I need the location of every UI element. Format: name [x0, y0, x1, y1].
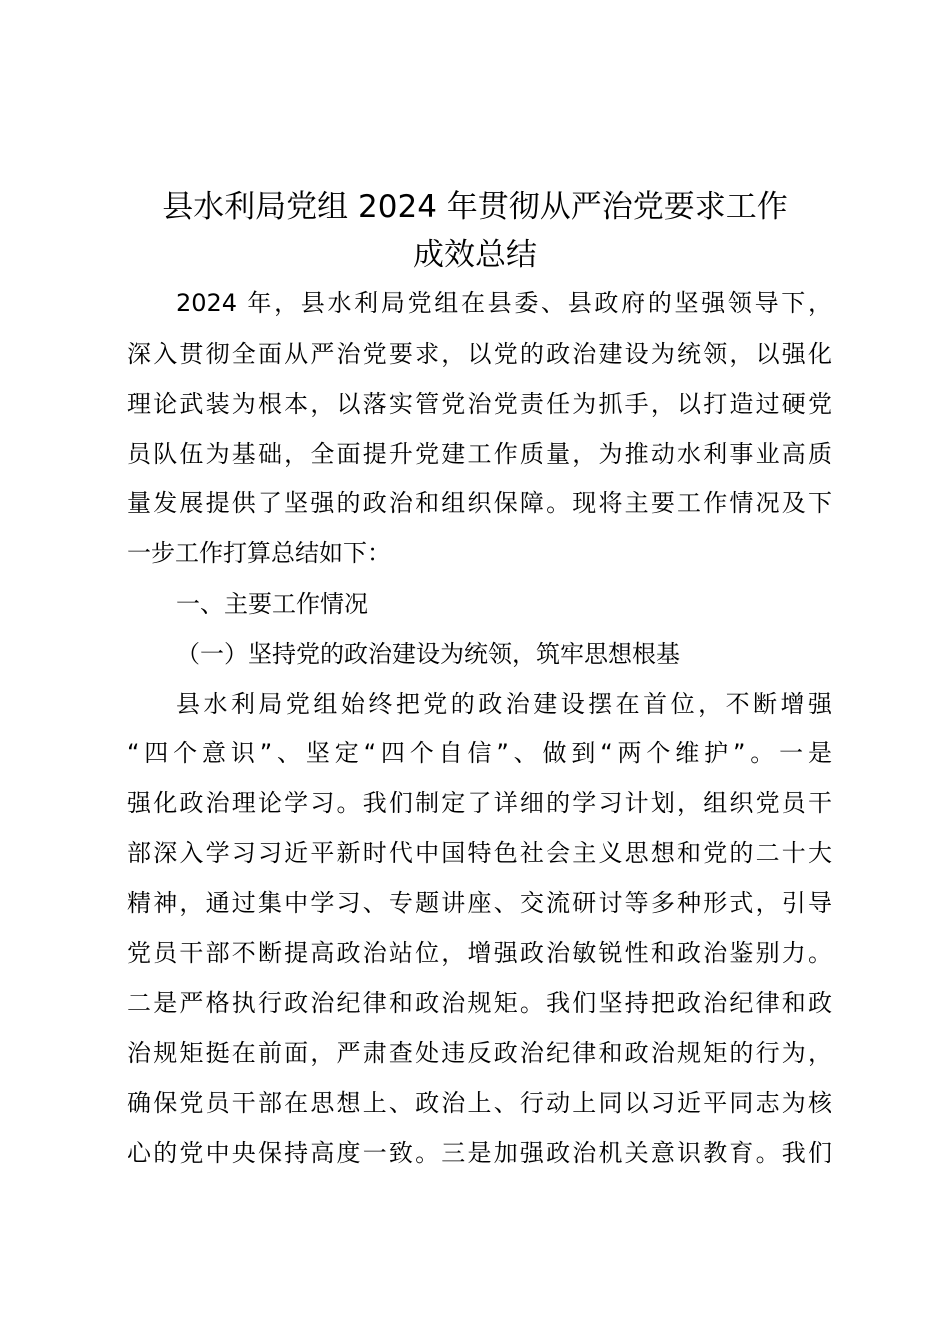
paragraph-1-line-5: 量发展提供了坚强的政治和组织保障。现将主要工作情况及下	[127, 489, 832, 517]
paragraph-1-line-3: 理论武装为根本，以落实管党治党责任为抓手，以打造过硬党	[127, 390, 832, 418]
paragraph-1-line-4: 员队伍为基础，全面提升党建工作质量，为推动水利事业高质	[127, 440, 832, 468]
paragraph-1-line-1: 2024 年，县水利局党组在县委、县政府的坚强领导下，	[176, 289, 832, 317]
paragraph-1-line-6: 一步工作打算总结如下：	[127, 539, 391, 567]
paragraph-2-line-7: 二是严格执行政治纪律和政治规矩。我们坚持把政治纪律和政	[127, 989, 832, 1017]
paragraph-1-line-2: 深入贯彻全面从严治党要求，以党的政治建设为统领，以强化	[127, 340, 832, 368]
paragraph-2-line-10: 心的党中央保持高度一致。三是加强政治机关意识教育。我们	[127, 1139, 832, 1167]
paragraph-2-line-8: 治规矩挺在前面，严肃查处违反政治纪律和政治规矩的行为，	[127, 1039, 832, 1067]
paragraph-2-line-4: 部深入学习习近平新时代中国特色社会主义思想和党的二十大	[127, 839, 832, 867]
paragraph-2-line-9: 确保党员干部在思想上、政治上、行动上同以习近平同志为核	[127, 1089, 832, 1117]
document-title-line-1: 县水利局党组 2024 年贯彻从严治党要求工作	[162, 189, 788, 225]
section-heading-1: 一、主要工作情况	[176, 590, 368, 618]
paragraph-2-line-3: 强化政治理论学习。我们制定了详细的学习计划，组织党员干	[127, 789, 832, 817]
subsection-heading-1-1: （一）坚持党的政治建设为统领，筑牢思想根基	[176, 640, 680, 668]
paragraph-2-line-1: 县水利局党组始终把党的政治建设摆在首位，不断增强	[176, 690, 832, 718]
document-title-line-2: 成效总结	[413, 237, 537, 273]
paragraph-2-line-5: 精神，通过集中学习、专题讲座、交流研讨等多种形式，引导	[127, 889, 832, 917]
paragraph-2-line-6: 党员干部不断提高政治站位，增强政治敏锐性和政治鉴别力。	[127, 939, 832, 967]
paragraph-2-line-2: “四个意识”、坚定“四个自信”、做到“两个维护”。一是	[127, 739, 832, 767]
